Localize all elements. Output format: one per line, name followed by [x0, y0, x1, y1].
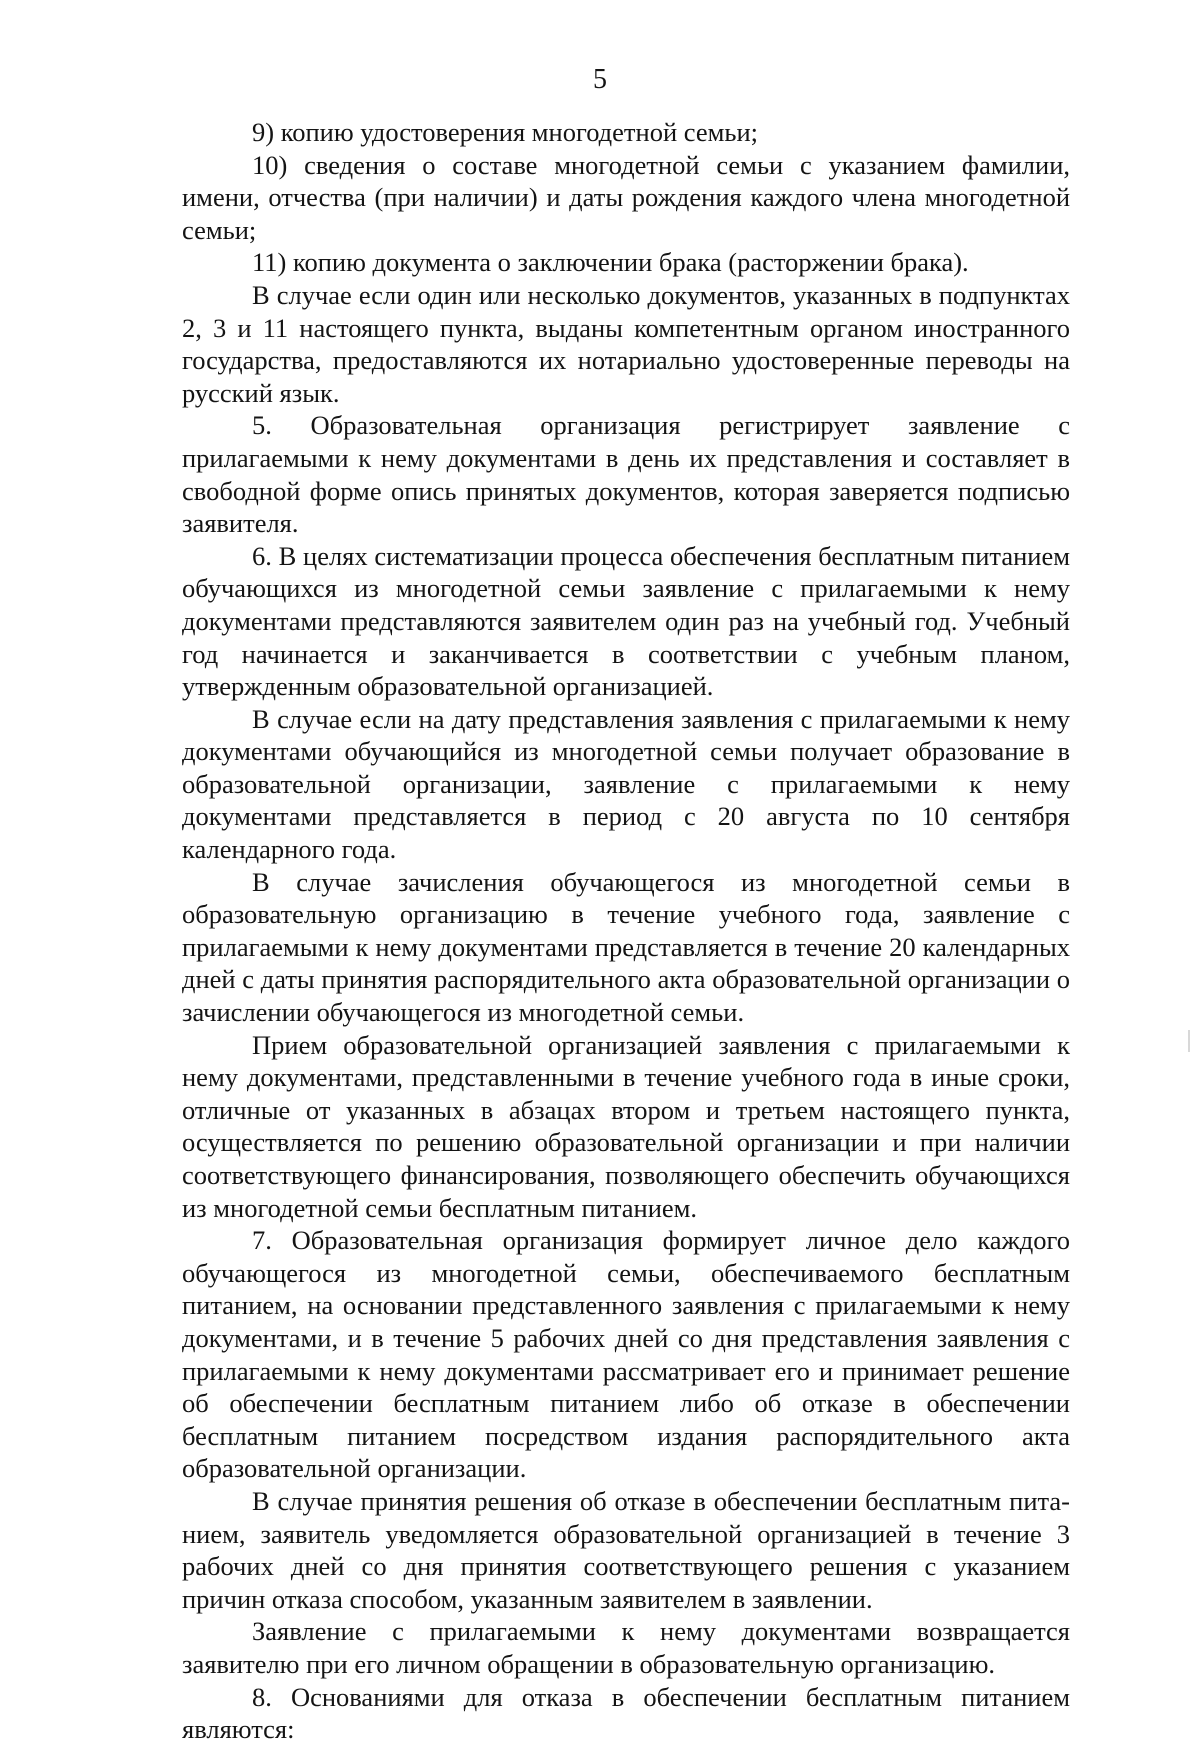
paragraph-item-10: 10) сведения о составе многодетной семьи с указанием фамилии, имени, отчества (при наличии) и даты рождения каждого члена многодетной семьи;	[182, 149, 1070, 245]
paragraph-clause-6-enrollment: В случае зачисления обучающегося из многодетной семьи в образовательную организацию в течение учебного года, заявление с прилагаемыми к нему документами представляется в течение 20 календарных дней с даты принятия распорядительного акта образовательной организации о зачислении обучающегося из многодетной семьи.	[182, 866, 1070, 1028]
page-number: 5	[593, 64, 607, 95]
paragraph-clause-6-deadline: В случае если на дату представления заявления с прилагаемыми к нему документами обучающийся из многодетной семьи получает образование в образовательной организации, заявление с прилагаемыми к нему документами представляется в период с 20 августа по 10 сентября календарного года.	[182, 703, 1070, 865]
paragraph-foreign-documents: В случае если один или несколько документов, указанных в подпунктах 2, 3 и 11 настоящего пункта, выданы компетентным органом иностранного государства, предоставляются их нотариально удостоверенные переводы на русский язык.	[182, 279, 1070, 408]
paragraph-item-9: 9) копию удостоверения многодетной семьи;	[252, 117, 758, 147]
paragraph-clause-6-other-terms: Прием образовательной организацией заявления с прилагаемыми к нему документами, представленными в течение учебного года в иные сроки, отличные от указанных в абзацах втором и третьем настоящего пункта, осуществляется по решению образовательной организации и при наличии соответствующего финансирования, позволяющего обеспечить обучающихся из многодетной семьи бесплатным питанием.	[182, 1029, 1070, 1223]
paragraph-clause-5: 5. Образовательная организация регистрирует заявление с прилагаемыми к нему документами в день их представления и составляет в свободной форме опись принятых документов, которая заверяется подписью заявителя.	[182, 410, 1070, 539]
paragraph-item-11: 11) копию документа о заключении брака (расторжении брака).	[252, 247, 969, 278]
scan-edge-mark	[1188, 1030, 1190, 1052]
document-body	[182, 116, 1070, 1746]
paragraph-clause-6: 6. В целях систематизации процесса обеспечения бесплатным питанием обучающихся из многодетной семьи заявление с прилагаемыми к нему документами представляются заявителем один раз на учебный год. Учебный год начинается и заканчивается в соответствии с учебным планом, утвержденным образовательной организацией.	[182, 540, 1070, 702]
paragraph-clause-8: 8. Основаниями для отказа в обеспечении бесплатным питанием являются:	[182, 1681, 1070, 1745]
paragraph-clause-7-refusal-notice: В случае принятия решения об отказе в обеспечении бесплатным питанием, заявитель уведомляется образовательной организацией в течение 3 рабочих дней со дня принятия соответствующего решения с указанием причин отказа способом, указанным заявителем в заявлении.	[182, 1485, 1070, 1614]
paragraph-clause-7-return: Заявление с прилагаемыми к нему документами возвращается заявителю при его личном обращении в образовательную организацию.	[182, 1616, 1070, 1679]
paragraph-clause-7: 7. Образовательная организация формирует личное дело каждого обучающегося из многодетной семьи, обеспечиваемого бесплатным питанием, на основании представленного заявления с прилагаемыми к нему документами, и в течение 5 рабочих дней со дня представления заявления с прилагаемыми к нему документами рассматривает его и принимает решение об обеспечении бесплатным питанием либо об отказе в обеспечении бесплатным питанием посредством издания распорядительного акта образовательной организации.	[182, 1225, 1070, 1484]
